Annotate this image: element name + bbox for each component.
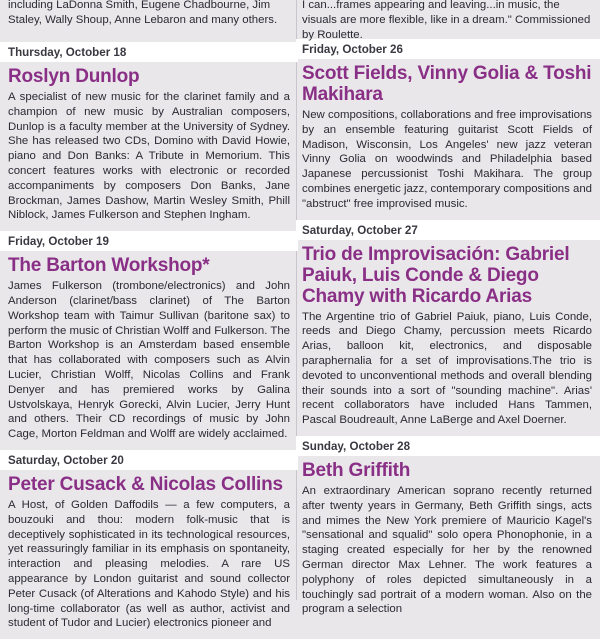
event-title: Scott Fields, Vinny Golia & Toshi Makihara <box>302 63 592 105</box>
event-date: Sunday, October 28 <box>296 436 600 456</box>
left-column <box>8 0 290 639</box>
event-description: An extraordinary American soprano recently returned after twenty years in Germany, Beth Griffith sings, acts and mimes the New York premiere of Mauricio Kagel's "sensational and squalid" solo opera Phonophonie, in a staging created especially for her by the renowned German director Max Lehner. The work features a polyphony of roles depicted simultaneously in a touchingly sad portrait of a modern woman. Also on the program a selection <box>302 484 592 616</box>
event-barton-workshop <box>8 231 290 442</box>
event-title: Peter Cusack & Nicolas Collins <box>8 473 283 495</box>
event-date: Friday, October 26 <box>296 39 600 59</box>
event-title: The Barton Workshop* <box>8 255 210 277</box>
event-title: Beth Griffith <box>302 459 411 481</box>
event-description: New compositions, collaborations and free improvisations by an ensemble featuring guitarist Scott Fields of Madison, Wisconsin, Los Angeles' new jazz veteran Vinny Golia on woodwinds and Philadelphia based Japanese percussionist Toshi Makihara. The group combines energetic jazz, contemporary compositions and "abstruct" free improvised music. <box>302 109 592 210</box>
event-trio-de-improvisacion <box>302 220 592 428</box>
event-fields-golia-makihara <box>302 39 592 212</box>
event-description: A Host, of Golden Daffodils — a few computers, a bouzouki and thou: modern folk-music that is deceptively sophisticated in its technological resources, yet reassuringly familiar in its emphasis on spontaneity, interaction and pleasing melodies. A rare US appearance by London guitarist and sound collector Peter Cusack (of Alterations and Kahodo Style) and his long-time collaborator (as well as author, activist and student of Tudor and Lucier) electronics pioneer and <box>8 498 290 630</box>
event-date: Saturday, October 27 <box>296 220 600 240</box>
event-date: Thursday, October 18 <box>0 42 298 62</box>
event-title: Trio de Improvisación: Gabriel Paiuk, Luis Conde & Diego Chamy with Ricardo Arias <box>302 243 570 307</box>
column-divider <box>296 0 297 600</box>
continuation-text: I can...frames appearing and leaving...in music, the visuals are more flexible, like in a dream." Commissioned by Roulette. <box>302 0 591 41</box>
event-beth-griffith <box>302 436 592 617</box>
event-description: The Argentine trio of Gabriel Paiuk, piano, Luis Conde, reeds and Diego Chamy, percussion meets Ricardo Arias, balloon kit, electronics, and disposable paraphernalia for a set of improvisations.The trio is devoted to unconventional methods and overall blending their sounds into a sort of "sounding machine". Arias' recent collaborators have included Hans Tammen, Pascal Boudreault, Anne LaBerge and Axel Doerner. <box>302 310 592 427</box>
event-date: Saturday, October 20 <box>0 450 298 470</box>
continuation-text: including LaDonna Smith, Eugene Chadbourne, Jim Staley, Wally Shoup, Anne Lebaron and many others. <box>8 0 278 26</box>
event-cusack-collins <box>8 450 290 631</box>
event-date: Friday, October 19 <box>0 231 298 251</box>
event-description: A specialist of new music for the clarinet family and a champion of new music by Australian composers, Dunlop is a faculty member at the University of Sydney. She has released two CDs, Domino with David Howie, piano and Don Banks: A Tribute in Memorium. This concert features works with electronic or recorded accompaniments by composers Don Banks, Jane Brockman, James Dashow, Martin Wesley Smith, Phill Niblock, James Fulkerson and Stephen Ingham. <box>8 91 290 222</box>
event-description: James Fulkerson (trombone/electronics) and John Anderson (clarinet/bass clarinet) of The Barton Workshop team with Taimur Sullivan (baritone sax) to perform the music of Christian Wolff and Fulkerson. The Barton Workshop is an Amsterdam based ensemble that has collaborated with composers such as Alvin Lucier, Christian Wolff, Nicolas Collins and Frank Denyer and has premiered works by Galina Ustvolskaya, Henryk Gorecki, Alvin Lucier, Jerry Hunt and others. Their CD recordings of music by John Cage, Morton Feldman and Wolff are widely acclaimed. <box>8 280 290 441</box>
event-roslyn-dunlop <box>8 42 290 223</box>
event-title: Roslyn Dunlop <box>8 66 140 87</box>
right-column <box>302 0 592 625</box>
